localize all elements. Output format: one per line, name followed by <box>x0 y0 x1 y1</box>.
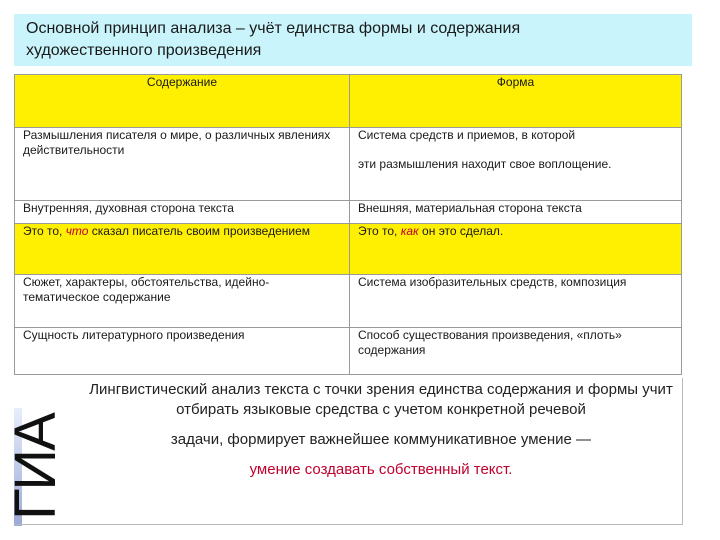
cell-form: Внешняя, материальная сторона текста <box>350 201 682 224</box>
conclusion-line-2: отбирать языковые средства с учетом конкретной речевой <box>176 401 586 418</box>
cell-content: Сюжет, характеры, обстоятельства, идейно-тематическое содержание <box>15 275 350 328</box>
cell-text: сказал писатель своим произведением <box>88 224 311 238</box>
cell-text: Это то, <box>23 224 66 238</box>
header-content: Содержание <box>15 75 350 128</box>
cell-emphasis: как <box>400 224 419 238</box>
cell-emphasis: что <box>65 224 89 238</box>
cell-content: Размышления писателя о мире, о различных явлениях действительности <box>15 128 350 201</box>
comparison-table <box>14 74 682 375</box>
slide-title-line-1: Основной принцип анализа – учёт единства формы и содержания <box>26 20 521 37</box>
slide-title <box>14 14 692 66</box>
conclusion-line-4: умение создавать собственный текст. <box>249 461 513 478</box>
header-form: Форма <box>350 75 682 128</box>
table-row <box>15 201 682 224</box>
table-row <box>15 275 682 328</box>
conclusion-line-3: задачи, формирует важнейшее коммуникативное умение — <box>170 431 592 448</box>
cell-form-line-2: эти размышления находит свое воплощение. <box>358 157 612 171</box>
table-header-row <box>15 75 682 128</box>
cell-form-line-1: Система средств и приемов, в которой <box>358 128 576 142</box>
cell-form: Система изобразительных средств, композиция <box>350 275 682 328</box>
conclusion-line-1: Лингвистический анализ текста с точки зрения единства содержания и формы учит <box>89 381 673 398</box>
table-row <box>15 128 682 201</box>
bottom-divider <box>14 524 682 525</box>
cell-text: Это то, <box>358 224 401 238</box>
side-label-gia: ГИА <box>3 414 68 521</box>
cell-form: Способ существования произведения, «плоть» содержания <box>350 328 682 375</box>
conclusion-text <box>66 380 696 480</box>
cell-content <box>15 224 350 275</box>
table-row <box>15 328 682 375</box>
cell-content: Сущность литературного произведения <box>15 328 350 375</box>
table-row-highlight <box>15 224 682 275</box>
cell-form <box>350 224 682 275</box>
cell-content: Внутренняя, духовная сторона текста <box>15 201 350 224</box>
cell-text: он это сделал. <box>418 224 504 238</box>
right-divider <box>682 378 683 525</box>
slide-title-line-2: художественного произведения <box>26 42 262 59</box>
cell-form <box>350 128 682 201</box>
